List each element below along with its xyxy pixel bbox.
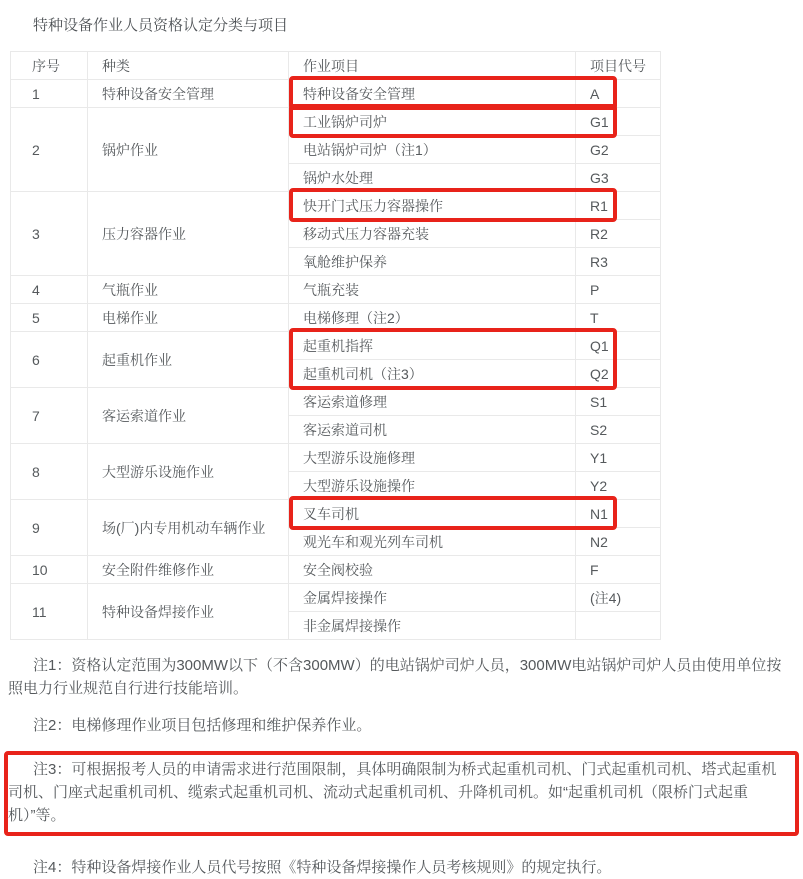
cell-project: 起重机指挥 <box>289 332 576 360</box>
cell-code: P <box>576 276 661 304</box>
qualification-table <box>10 51 661 640</box>
cell-project: 移动式压力容器充装 <box>289 220 576 248</box>
cell-project: 起重机司机（注3） <box>289 360 576 388</box>
table-header-row <box>11 52 661 80</box>
cell-project: 非金属焊接操作 <box>289 612 576 640</box>
cell-category: 大型游乐设施作业 <box>88 444 289 500</box>
notes-section <box>8 654 795 879</box>
cell-project: 叉车司机 <box>289 500 576 528</box>
cell-code: R3 <box>576 248 661 276</box>
cell-no: 2 <box>11 108 88 192</box>
cell-code: N2 <box>576 528 661 556</box>
cell-category: 气瓶作业 <box>88 276 289 304</box>
cell-no: 9 <box>11 500 88 556</box>
cell-project: 客运索道修理 <box>289 388 576 416</box>
cell-code: G3 <box>576 164 661 192</box>
cell-code: Y2 <box>576 472 661 500</box>
cell-code: S2 <box>576 416 661 444</box>
cell-category: 压力容器作业 <box>88 192 289 276</box>
cell-no: 11 <box>11 584 88 640</box>
cell-category: 客运索道作业 <box>88 388 289 444</box>
table-wrap <box>10 51 795 640</box>
cell-code <box>576 612 661 640</box>
cell-code: Q2 <box>576 360 661 388</box>
note-4: 注4：特种设备焊接作业人员代号按照《特种设备焊接操作人员考核规则》的规定执行。 <box>33 859 612 876</box>
col-header-code: 项目代号 <box>576 52 661 80</box>
cell-project: 工业锅炉司炉 <box>289 108 576 136</box>
page-title: 特种设备作业人员资格认定分类与项目 <box>33 17 289 34</box>
table-body <box>11 80 661 640</box>
col-header-category: 种类 <box>88 52 289 80</box>
cell-code: T <box>576 304 661 332</box>
cell-no: 6 <box>11 332 88 388</box>
cell-category: 安全附件维修作业 <box>88 556 289 584</box>
table-row <box>11 192 661 220</box>
cell-code: Y1 <box>576 444 661 472</box>
cell-project: 快开门式压力容器操作 <box>289 192 576 220</box>
col-header-no: 序号 <box>11 52 88 80</box>
note-3: 注3：可根据报考人员的申请需求进行范围限制，具体明确限制为桥式起重机司机、门式起重机司机、塔式起重机司机、门座式起重机司机、缆索式起重机司机、流动式起重机司机、升降机司机。如“起重机司机（限桥门式起重机）”等。 <box>8 761 777 824</box>
cell-project: 观光车和观光列车司机 <box>289 528 576 556</box>
cell-code: A <box>576 80 661 108</box>
cell-category: 特种设备安全管理 <box>88 80 289 108</box>
cell-no: 10 <box>11 556 88 584</box>
cell-category: 起重机作业 <box>88 332 289 388</box>
cell-no: 7 <box>11 388 88 444</box>
table-row <box>11 80 661 108</box>
cell-category: 电梯作业 <box>88 304 289 332</box>
note-2: 注2：电梯修理作业项目包括修理和维护保养作业。 <box>33 717 372 734</box>
cell-project: 电梯修理（注2） <box>289 304 576 332</box>
cell-code: N1 <box>576 500 661 528</box>
cell-no: 5 <box>11 304 88 332</box>
cell-project: 气瓶充装 <box>289 276 576 304</box>
table-row <box>11 500 661 528</box>
cell-project: 电站锅炉司炉（注1） <box>289 136 576 164</box>
table-row <box>11 304 661 332</box>
cell-project: 锅炉水处理 <box>289 164 576 192</box>
cell-code: (注4) <box>576 584 661 612</box>
table-row <box>11 332 661 360</box>
table-row <box>11 444 661 472</box>
col-header-project: 作业项目 <box>289 52 576 80</box>
cell-project: 大型游乐设施操作 <box>289 472 576 500</box>
cell-category: 场(厂)内专用机动车辆作业 <box>88 500 289 556</box>
table-row <box>11 584 661 612</box>
cell-code: R2 <box>576 220 661 248</box>
cell-project: 安全阀校验 <box>289 556 576 584</box>
cell-code: Q1 <box>576 332 661 360</box>
table-row <box>11 556 661 584</box>
table-row <box>11 276 661 304</box>
cell-project: 金属焊接操作 <box>289 584 576 612</box>
note-highlight-box <box>4 751 799 836</box>
table-row <box>11 108 661 136</box>
cell-project: 特种设备安全管理 <box>289 80 576 108</box>
cell-code: S1 <box>576 388 661 416</box>
cell-code: R1 <box>576 192 661 220</box>
cell-project: 客运索道司机 <box>289 416 576 444</box>
cell-code: G1 <box>576 108 661 136</box>
cell-no: 4 <box>11 276 88 304</box>
cell-no: 8 <box>11 444 88 500</box>
cell-no: 1 <box>11 80 88 108</box>
table-row <box>11 388 661 416</box>
cell-project: 大型游乐设施修理 <box>289 444 576 472</box>
cell-code: F <box>576 556 661 584</box>
cell-code: G2 <box>576 136 661 164</box>
cell-project: 氧舱维护保养 <box>289 248 576 276</box>
cell-category: 特种设备焊接作业 <box>88 584 289 640</box>
cell-no: 3 <box>11 192 88 276</box>
cell-category: 锅炉作业 <box>88 108 289 192</box>
note-1: 注1：资格认定范围为300MW以下（不含300MW）的电站锅炉司炉人员，300MW电站锅炉司炉人员由使用单位按照电力行业规范自行进行技能培训。 <box>8 657 782 697</box>
